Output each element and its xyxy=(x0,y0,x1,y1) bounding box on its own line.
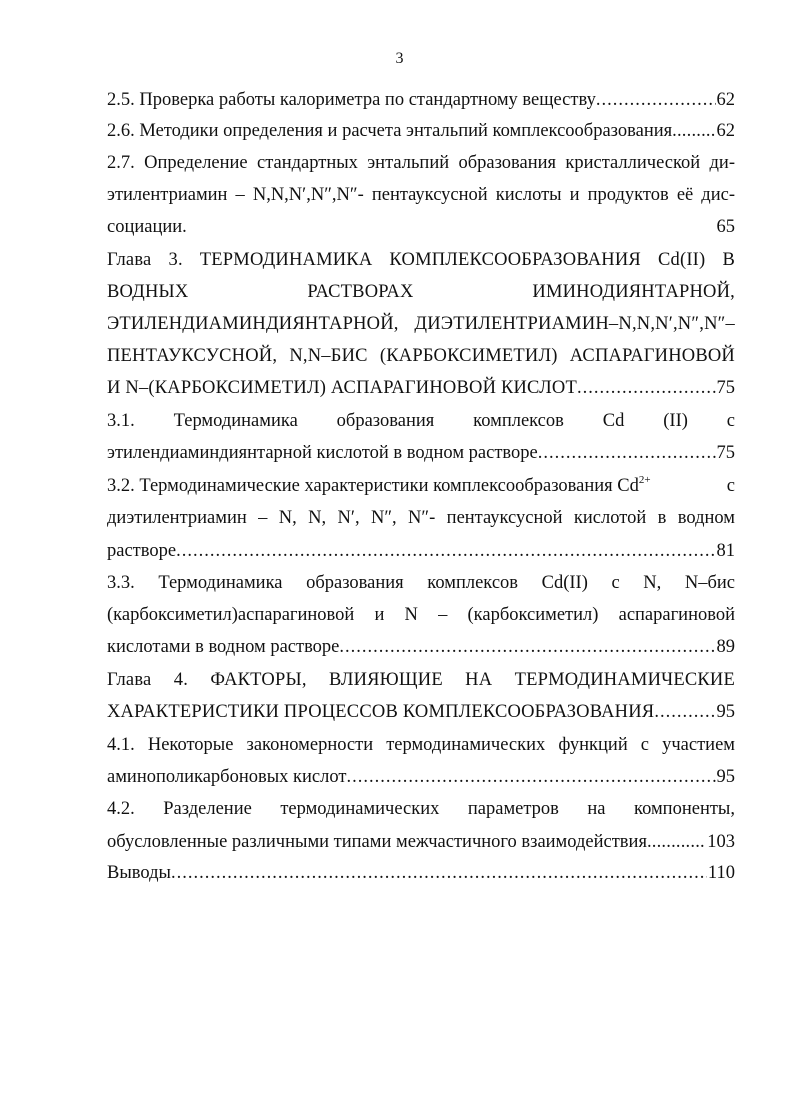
toc-page-number: 62 xyxy=(716,90,735,110)
toc-entry-4-2-line-1: 4.2. Разделение термодинамических параметров на компоненты, xyxy=(107,799,735,819)
dot-leader xyxy=(538,436,716,470)
toc-chapter-4-line-2 xyxy=(107,695,735,729)
toc-entry-title: 2.6. Методики определения и расчета энтальпий комплексообразования xyxy=(107,121,673,141)
toc-entry-title: ХАРАКТЕРИСТИКИ ПРОЦЕССОВ КОМПЛЕКСООБРАЗОВАНИЯ xyxy=(107,702,655,722)
toc-entry-3-3-line-1: 3.3. Термодинамика образования комплексов Cd(II) с N, N–бис xyxy=(107,573,735,593)
dot-leader xyxy=(647,825,706,859)
toc-entry-conclusions xyxy=(107,856,735,890)
toc-entry-2-5 xyxy=(107,83,735,117)
toc-page-number: 75 xyxy=(716,443,735,463)
dot-leader xyxy=(176,534,715,568)
toc-entry-3-1-line-2 xyxy=(107,436,735,470)
toc-chapter-3-line-1: Глава 3. ТЕРМОДИНАМИКА КОМПЛЕКСООБРАЗОВАНИЯ Cd(II) В xyxy=(107,250,735,270)
toc-entry-2-6 xyxy=(107,114,735,148)
toc-entry-2-7-line-1: 2.7. Определение стандартных энтальпий образования кристаллической ди- xyxy=(107,153,735,173)
toc-entry-title: кислотами в водном растворе xyxy=(107,637,340,657)
charge-superscript: 2+ xyxy=(638,474,651,486)
dot-leader xyxy=(654,695,715,729)
toc-entry-3-1-line-1: 3.1. Термодинамика образования комплексов Cd (II) с xyxy=(107,411,735,431)
dot-leader xyxy=(171,856,707,890)
toc-page-number: 89 xyxy=(716,637,735,657)
dot-leader xyxy=(672,114,715,148)
toc-page-number: 95 xyxy=(716,702,735,722)
toc-chapter-3-line-2: ВОДНЫХ РАСТВОРАХ ИМИНОДИЯНТАРНОЙ, xyxy=(107,282,735,302)
toc-entry-3-3-line-3 xyxy=(107,630,735,664)
toc-entry-3-2-line-3 xyxy=(107,534,735,568)
toc-entry-2-7-line-2: этилентриамин – N,N,N′,N″,N″- пентауксусной кислоты и продуктов её дис- xyxy=(107,185,735,205)
toc-page-number: 81 xyxy=(716,541,735,561)
dot-leader xyxy=(346,760,715,794)
toc-entry-4-1-line-2 xyxy=(107,760,735,794)
toc-entry-3-2-line-1: 3.2. Термодинамические характеристики комплексообразования $Cd^{2+}$ с xyxy=(107,469,735,503)
toc-page-number: 103 xyxy=(707,832,735,852)
toc-entry-4-1-line-1: 4.1. Некоторые закономерности термодинамических функций с участием xyxy=(107,735,735,755)
toc-page-number: 110 xyxy=(707,863,735,883)
dot-leader xyxy=(596,83,716,117)
toc-chapter-3-line-3: ЭТИЛЕНДИАМИНДИЯНТАРНОЙ, ДИЭТИЛЕНТРИАМИН–N,N,N′,N″,N″– xyxy=(107,314,735,334)
toc-entry-title: социации. xyxy=(107,217,187,237)
toc-page-number: 75 xyxy=(716,378,735,398)
dot-leader xyxy=(577,371,716,405)
toc-entry-title: этилендиаминдиянтарной кислотой в водном растворе xyxy=(107,443,538,463)
toc-entry-3-2-line-2: диэтилентриамин – N, N, N′, N″, N″- пентауксусной кислотой в водном xyxy=(107,508,735,528)
toc-chapter-3-line-5 xyxy=(107,371,735,405)
toc-entry-3-3-line-2: (карбоксиметил)аспарагиновой и N – (карбоксиметил) аспарагиновой xyxy=(107,605,735,625)
toc-entry-title: Выводы xyxy=(107,863,171,883)
toc-entry-title: 2.5. Проверка работы калориметра по стандартному веществу xyxy=(107,90,596,110)
toc-entry-title: обусловленные различными типами межчастичного взаимодействия xyxy=(107,832,647,852)
toc-entry-title-part: 3.2. Термодинамические характеристики комплексообразования $Cd^{2+}$ xyxy=(107,474,651,496)
toc-page-number: 62 xyxy=(716,121,735,141)
toc-chapter-4-line-1: Глава 4. ФАКТОРЫ, ВЛИЯЮЩИЕ НА ТЕРМОДИНАМИЧЕСКИЕ xyxy=(107,670,735,690)
toc-page-number: 65 xyxy=(716,217,735,237)
toc-entry-4-2-line-2 xyxy=(107,825,735,859)
toc-entry-title: И N–(КАРБОКСИМЕТИЛ) АСПАРАГИНОВОЙ КИСЛОТ xyxy=(107,378,577,398)
dot-leader xyxy=(339,630,715,664)
toc-entry-title: аминополикарбоновых кислот xyxy=(107,767,347,787)
page-number: 3 xyxy=(395,50,404,67)
toc-entry-2-7-line-3 xyxy=(107,210,735,244)
toc-entry-title: растворе xyxy=(107,541,177,561)
toc-page-number: 95 xyxy=(716,767,735,787)
toc-chapter-3-line-4: ПЕНТАУКСУСНОЙ, N,N–БИС (КАРБОКСИМЕТИЛ) АСПАРАГИНОВОЙ xyxy=(107,346,735,366)
